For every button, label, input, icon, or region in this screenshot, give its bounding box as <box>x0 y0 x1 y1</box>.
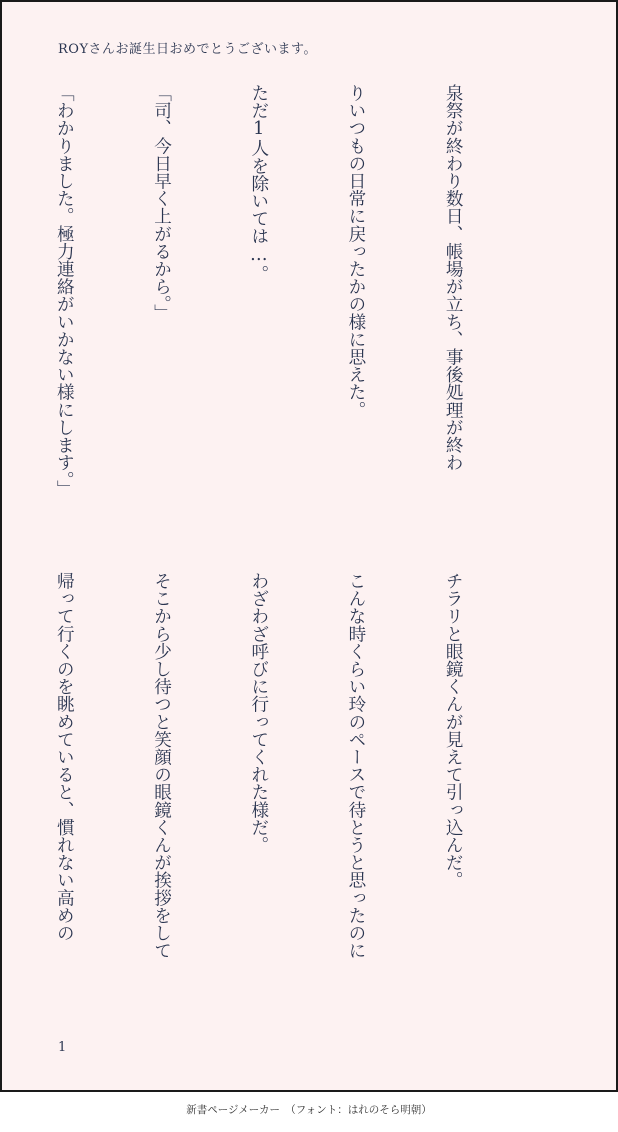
text-line: わざわざ呼びに行ってくれた様だ。 <box>248 572 269 854</box>
text-line: チラリと眼鏡くんが見えて引っ込んだ。 <box>443 572 464 889</box>
text-line: そこから少し待つと笑顔の眼鏡くんが挨拶をして <box>151 572 172 960</box>
text-line: 泉祭が終わり数日、帳場が立ち、事後処理が終わ <box>443 84 464 472</box>
text-line: こんな時くらい玲のペースで待とうと思ったのに <box>345 572 366 960</box>
text-line: 帰って行くのを眺めていると、慣れない高めの <box>54 572 75 942</box>
generator-footer: 新書ページメーカー （フォント：はれのそら明朝） <box>186 1104 432 1116</box>
vertical-text-block-top <box>0 84 534 524</box>
text-line: 「司、今日早く上がるから。」 <box>151 84 172 322</box>
text-line: 「わかりました。極力連絡がいかない様にします。」 <box>54 84 75 498</box>
vertical-text-block-bottom <box>0 572 534 992</box>
page-number: 1 <box>58 1040 67 1055</box>
text-line: りいつもの日常に戻ったかの様に思えた。 <box>345 84 366 419</box>
page-header: ROYさんお誕生日おめでとうございます。 <box>58 42 317 57</box>
text-line: ただ1人を除いては…。 <box>248 84 269 283</box>
